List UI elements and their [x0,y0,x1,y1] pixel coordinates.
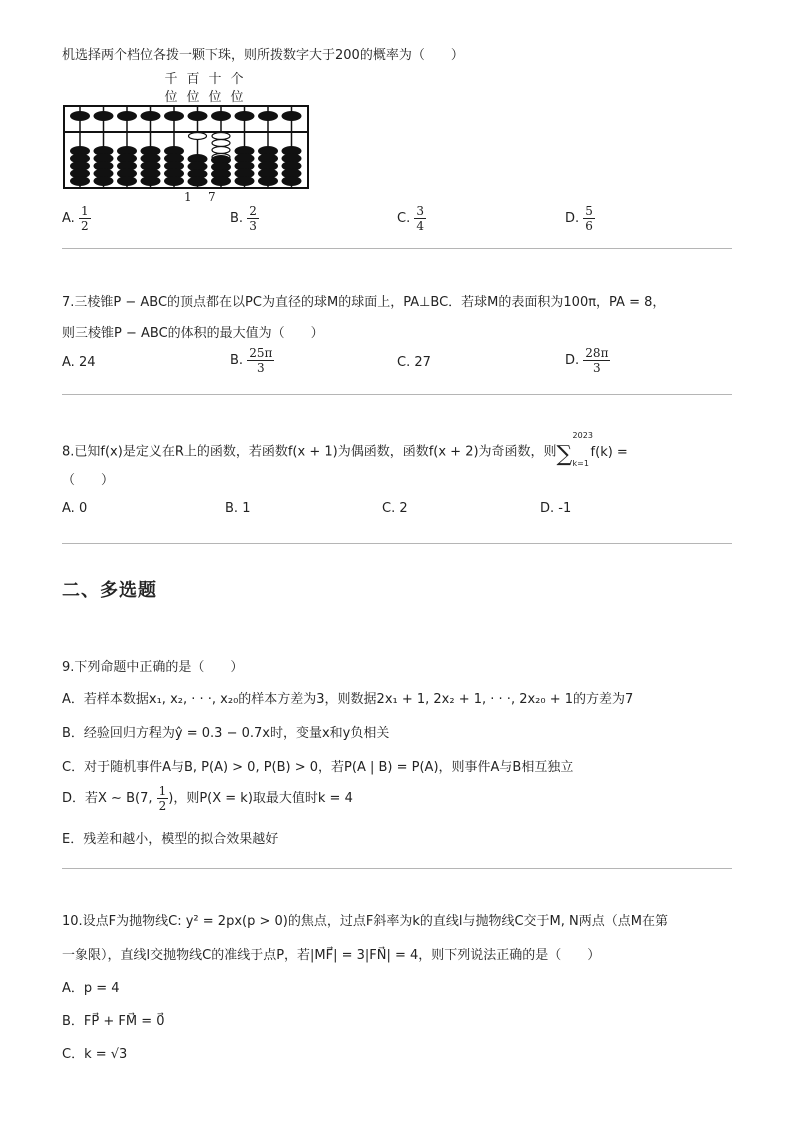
abacus-upper-bead [211,111,231,121]
q9-option-e: E．残差和越小，模型的拟合效果越好 [62,832,279,847]
abacus-lower-bead [94,176,114,186]
abacus-digit-1: 1 [184,190,192,204]
q6-option-b: B. $\frac{2}{3}$ [230,204,257,233]
place-tens-char: 十 [208,72,222,87]
q8-option-a: A. 0 [62,501,88,516]
abacus-lower-bead [164,176,184,186]
q10-line2: 一象限），直线l交抛物线C的准线于点P，若|MF⃗| = 3|FN⃗| = 4，则下列说法正确的是（ ） [62,948,601,963]
place-wei-4: 位 [230,90,244,105]
q7-option-c: C. 27 [397,355,431,370]
abacus-lower-bead-hollow [212,140,230,147]
q9-stem: 9.下列命题中正确的是（ ） [62,660,244,675]
q8-stem: 8.已知f(x)是定义在R上的函数，若函数f(x + 1)为偶函数，函数f(x + 2)为奇函数，则 [62,444,557,460]
q7-option-d: D. $\frac{28\pi}{3}$ [565,346,609,375]
abacus-lower-bead [117,176,137,186]
abacus-upper-bead [141,111,161,121]
place-thousands-char: 千 [164,72,178,87]
place-hundreds-char: 百 [186,72,200,87]
q7-line2: 则三棱锥P − ABC的体积的最大值为（ ） [62,326,324,341]
abacus-lower-bead-hollow [212,147,230,154]
q7-option-a: A. 24 [62,355,96,370]
abacus-place-labels-top [160,68,248,87]
q8-option-d: D. -1 [540,501,572,516]
place-wei-2: 位 [186,90,200,105]
q10-option-a: A．p = 4 [62,981,120,996]
divider [62,543,732,544]
q9-option-b: B．经验回归方程为ŷ = 0.3 − 0.7x时，变量x和y负相关 [62,726,390,741]
q10-option-c: C．k = √3 [62,1047,128,1062]
abacus-lower-bead [211,176,231,186]
abacus-lower-bead-hollow [212,133,230,140]
abacus-upper-bead [94,111,114,121]
abacus-upper-bead [188,111,208,121]
place-wei-1: 位 [164,90,178,105]
sum-lower: k=1 [572,459,589,468]
abacus-upper-bead [258,111,278,121]
section-title: 二、多选题 [62,580,157,601]
q6-option-a: A. $\frac{1}{2}$ [62,204,89,233]
q9-option-a: A．若样本数据x₁, x₂, · · ·, x₂₀的样本方差为3，则数据2x₁ + 1, 2x₂ + 1, · · ·, 2x₂₀ + 1的方差为7 [62,692,634,707]
abacus-place-labels-bottom [160,86,248,105]
abacus-upper-bead [235,111,255,121]
sum-symbol: ∑ 2023 k=1 [556,431,593,468]
q7-option-b: B. $\frac{25\pi}{3}$ [230,346,273,375]
abacus-digit-7: 7 [208,190,216,204]
abacus-upper-bead [70,111,90,121]
abacus-lower-bead-hollow [189,133,207,140]
q9-option-d: D．若X ∼ B(7, $\frac{1}{2}$ )，则P(X = k)取最大值时k = 4 [62,784,353,813]
place-wei-3: 位 [208,90,222,105]
abacus-lower-bead [141,176,161,186]
abacus-upper-bead [282,111,302,121]
sum-tail: f(k) = [590,444,628,460]
divider [62,868,732,869]
q6-option-d: D. $\frac{5}{6}$ [565,204,593,233]
q10-option-b: B．FP⃗ + FM⃗ = 0⃗ [62,1014,165,1029]
q8-option-b: B. 1 [225,501,251,516]
abacus-lower-bead [258,176,278,186]
abacus-figure [62,104,312,190]
q8-option-c: C. 2 [382,501,408,516]
abacus-upper-bead [164,111,184,121]
q8-line1 [62,431,628,468]
abacus-lower-bead [188,177,208,187]
divider [62,248,732,249]
q6-option-c: C. $\frac{3}{4}$ [397,204,424,233]
sum-upper: 2023 [572,431,593,440]
q7-line1: 7.三棱锥P − ABC的顶点都在以PC为直径的球M的球面上，PA⊥BC．若球M的表面积为100π，PA = 8， [62,295,666,310]
q8-line2: （ ） [62,473,115,488]
q10-line1: 10.设点F为抛物线C: y² = 2px(p > 0)的焦点，过点F斜率为k的直线l与抛物线C交于M, N两点（点M在第 [62,914,668,929]
abacus-lower-bead [235,176,255,186]
abacus-lower-bead [70,176,90,186]
abacus-upper-bead [117,111,137,121]
abacus-lower-bead [282,176,302,186]
divider [62,394,732,395]
q6-text-tail: 机选择两个档位各拨一颗下珠，则所拨数字大于200的概率为（ ） [62,48,464,63]
place-ones-char: 个 [230,72,244,87]
q9-option-c: C．对于随机事件A与B, P(A) > 0, P(B) > 0，若P(A | B) = P(A)，则事件A与B相互独立 [62,760,574,775]
